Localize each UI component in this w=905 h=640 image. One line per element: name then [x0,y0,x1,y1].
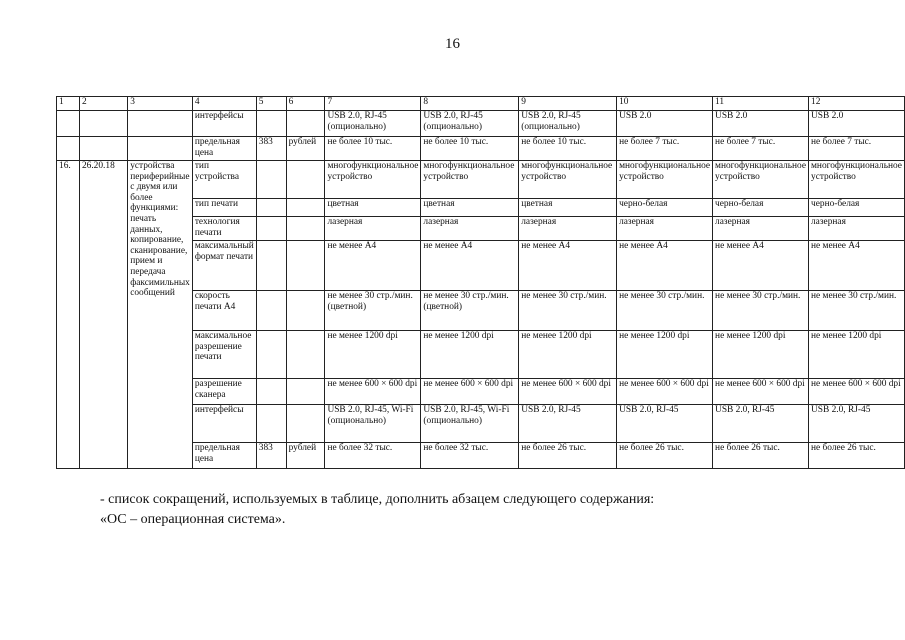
table-cell [286,111,325,137]
value-cell: многофункциональное устройство [325,161,421,199]
table-cell [256,199,286,217]
value-cell: не менее 30 стр./мин. [519,291,617,331]
value-cell: черно-белая [713,199,809,217]
header-cell: 11 [713,97,809,111]
value-cell: не менее А4 [617,241,713,291]
value-cell: не менее 600 × 600 dpi [421,379,519,405]
value-cell: не менее 1200 dpi [421,331,519,379]
value-cell: не более 32 тыс. [325,443,421,469]
value-cell: многофункциональное устройство [713,161,809,199]
table-cell [286,379,325,405]
table-cell [286,291,325,331]
header-cell: 7 [325,97,421,111]
table-row [57,161,905,199]
header-cell: 2 [79,97,127,111]
characteristic-cell: технология печати [192,217,256,241]
value-cell: не менее 30 стр./мин. (цветной) [325,291,421,331]
value-cell: не более 10 тыс. [325,137,421,161]
value-cell: USB 2.0, RJ-45 [809,405,905,443]
value-cell: USB 2.0, RJ-45, Wi-Fi (опционально) [325,405,421,443]
value-cell: не более 26 тыс. [617,443,713,469]
value-cell: USB 2.0, RJ-45 (опционально) [519,111,617,137]
abbreviation-definition: «ОС – операционная система». [100,512,286,527]
value-cell: не менее 600 × 600 dpi [713,379,809,405]
table-cell [79,111,127,137]
characteristic-cell: интерфейсы [192,111,256,137]
characteristic-cell: тип печати [192,199,256,217]
header-cell: 4 [192,97,256,111]
value-cell: многофункциональное устройство [617,161,713,199]
value-cell: лазерная [519,217,617,241]
value-cell: не менее 1200 dpi [519,331,617,379]
table-cell [286,331,325,379]
characteristic-cell: интерфейсы [192,405,256,443]
table-cell [256,241,286,291]
table-cell [57,111,80,137]
value-cell: черно-белая [809,199,905,217]
value-cell: не более 7 тыс. [617,137,713,161]
value-cell: не менее 1200 dpi [713,331,809,379]
characteristic-cell: предельная цена [192,137,256,161]
value-cell: не менее 30 стр./мин. [617,291,713,331]
value-cell: USB 2.0, RJ-45 (опционально) [325,111,421,137]
abbreviation-note: - список сокращений, используемых в таблице, дополнить абзацем следующего содержания: [100,492,655,507]
value-cell: не менее 600 × 600 dpi [325,379,421,405]
characteristic-cell: разрешение сканера [192,379,256,405]
price-cell: 383 [256,137,286,161]
value-cell: многофункциональное устройство [809,161,905,199]
table-cell [256,405,286,443]
header-cell: 5 [256,97,286,111]
table-cell [286,217,325,241]
value-cell: не более 10 тыс. [421,137,519,161]
table-cell [256,291,286,331]
value-cell: не менее 600 × 600 dpi [617,379,713,405]
value-cell: USB 2.0, RJ-45, Wi-Fi (опционально) [421,405,519,443]
value-cell: не менее А4 [325,241,421,291]
table-cell [286,405,325,443]
value-cell: многофункциональное устройство [519,161,617,199]
table-cell [79,137,127,161]
product-name-cell: устройства периферийные с двумя или более функциями: печать данных, копирование, сканирование, прием и передача факсимильных сообщений [128,161,193,469]
value-cell: USB 2.0 [713,111,809,137]
code-cell: 26.20.18 [79,161,127,469]
table-cell [256,331,286,379]
table-cell [256,379,286,405]
value-cell: USB 2.0, RJ-45 (опционально) [421,111,519,137]
header-cell: 12 [809,97,905,111]
table-cell [286,199,325,217]
table-cell [128,137,193,161]
header-cell: 8 [421,97,519,111]
value-cell: не менее 600 × 600 dpi [519,379,617,405]
value-cell: лазерная [421,217,519,241]
value-cell: не менее А4 [809,241,905,291]
unit-cell: рублей [286,137,325,161]
value-cell: не более 32 тыс. [421,443,519,469]
value-cell: цветная [421,199,519,217]
value-cell: не менее 600 × 600 dpi [809,379,905,405]
value-cell: USB 2.0, RJ-45 [713,405,809,443]
value-cell: лазерная [713,217,809,241]
characteristic-cell: максимальный формат печати [192,241,256,291]
value-cell: цветная [325,199,421,217]
value-cell: лазерная [617,217,713,241]
value-cell: USB 2.0 [617,111,713,137]
value-cell: не менее А4 [421,241,519,291]
value-cell: не менее 1200 dpi [617,331,713,379]
value-cell: не менее А4 [713,241,809,291]
page-number: 16 [445,36,460,52]
value-cell: цветная [519,199,617,217]
characteristic-cell: максимальное разрешение печати [192,331,256,379]
value-cell: не более 26 тыс. [809,443,905,469]
value-cell: не более 7 тыс. [809,137,905,161]
header-cell: 6 [286,97,325,111]
table-row [57,137,905,161]
characteristic-cell: тип устройства [192,161,256,199]
header-cell: 1 [57,97,80,111]
value-cell: не менее 30 стр./мин. [713,291,809,331]
value-cell: многофункциональное устройство [421,161,519,199]
value-cell: не менее 1200 dpi [325,331,421,379]
value-cell: не менее А4 [519,241,617,291]
spec-table [56,96,905,469]
price-cell: 383 [256,443,286,469]
value-cell: не более 7 тыс. [713,137,809,161]
value-cell: черно-белая [617,199,713,217]
value-cell: USB 2.0 [809,111,905,137]
value-cell: лазерная [809,217,905,241]
table-cell [256,217,286,241]
header-cell: 3 [128,97,193,111]
value-cell: не менее 30 стр./мин. (цветной) [421,291,519,331]
value-cell: USB 2.0, RJ-45 [617,405,713,443]
value-cell: не более 26 тыс. [519,443,617,469]
value-cell: лазерная [325,217,421,241]
value-cell: USB 2.0, RJ-45 [519,405,617,443]
table-cell [256,161,286,199]
table-row [57,111,905,137]
value-cell: не более 10 тыс. [519,137,617,161]
characteristic-cell: предельная цена [192,443,256,469]
characteristic-cell: скорость печати А4 [192,291,256,331]
table-header-row [57,97,905,111]
row-number-cell: 16. [57,161,80,469]
table-cell [57,137,80,161]
table-cell [286,241,325,291]
unit-cell: рублей [286,443,325,469]
value-cell: не менее 1200 dpi [809,331,905,379]
table-cell [256,111,286,137]
table-cell [286,161,325,199]
header-cell: 10 [617,97,713,111]
value-cell: не более 26 тыс. [713,443,809,469]
header-cell: 9 [519,97,617,111]
table-cell [128,111,193,137]
value-cell: не менее 30 стр./мин. [809,291,905,331]
